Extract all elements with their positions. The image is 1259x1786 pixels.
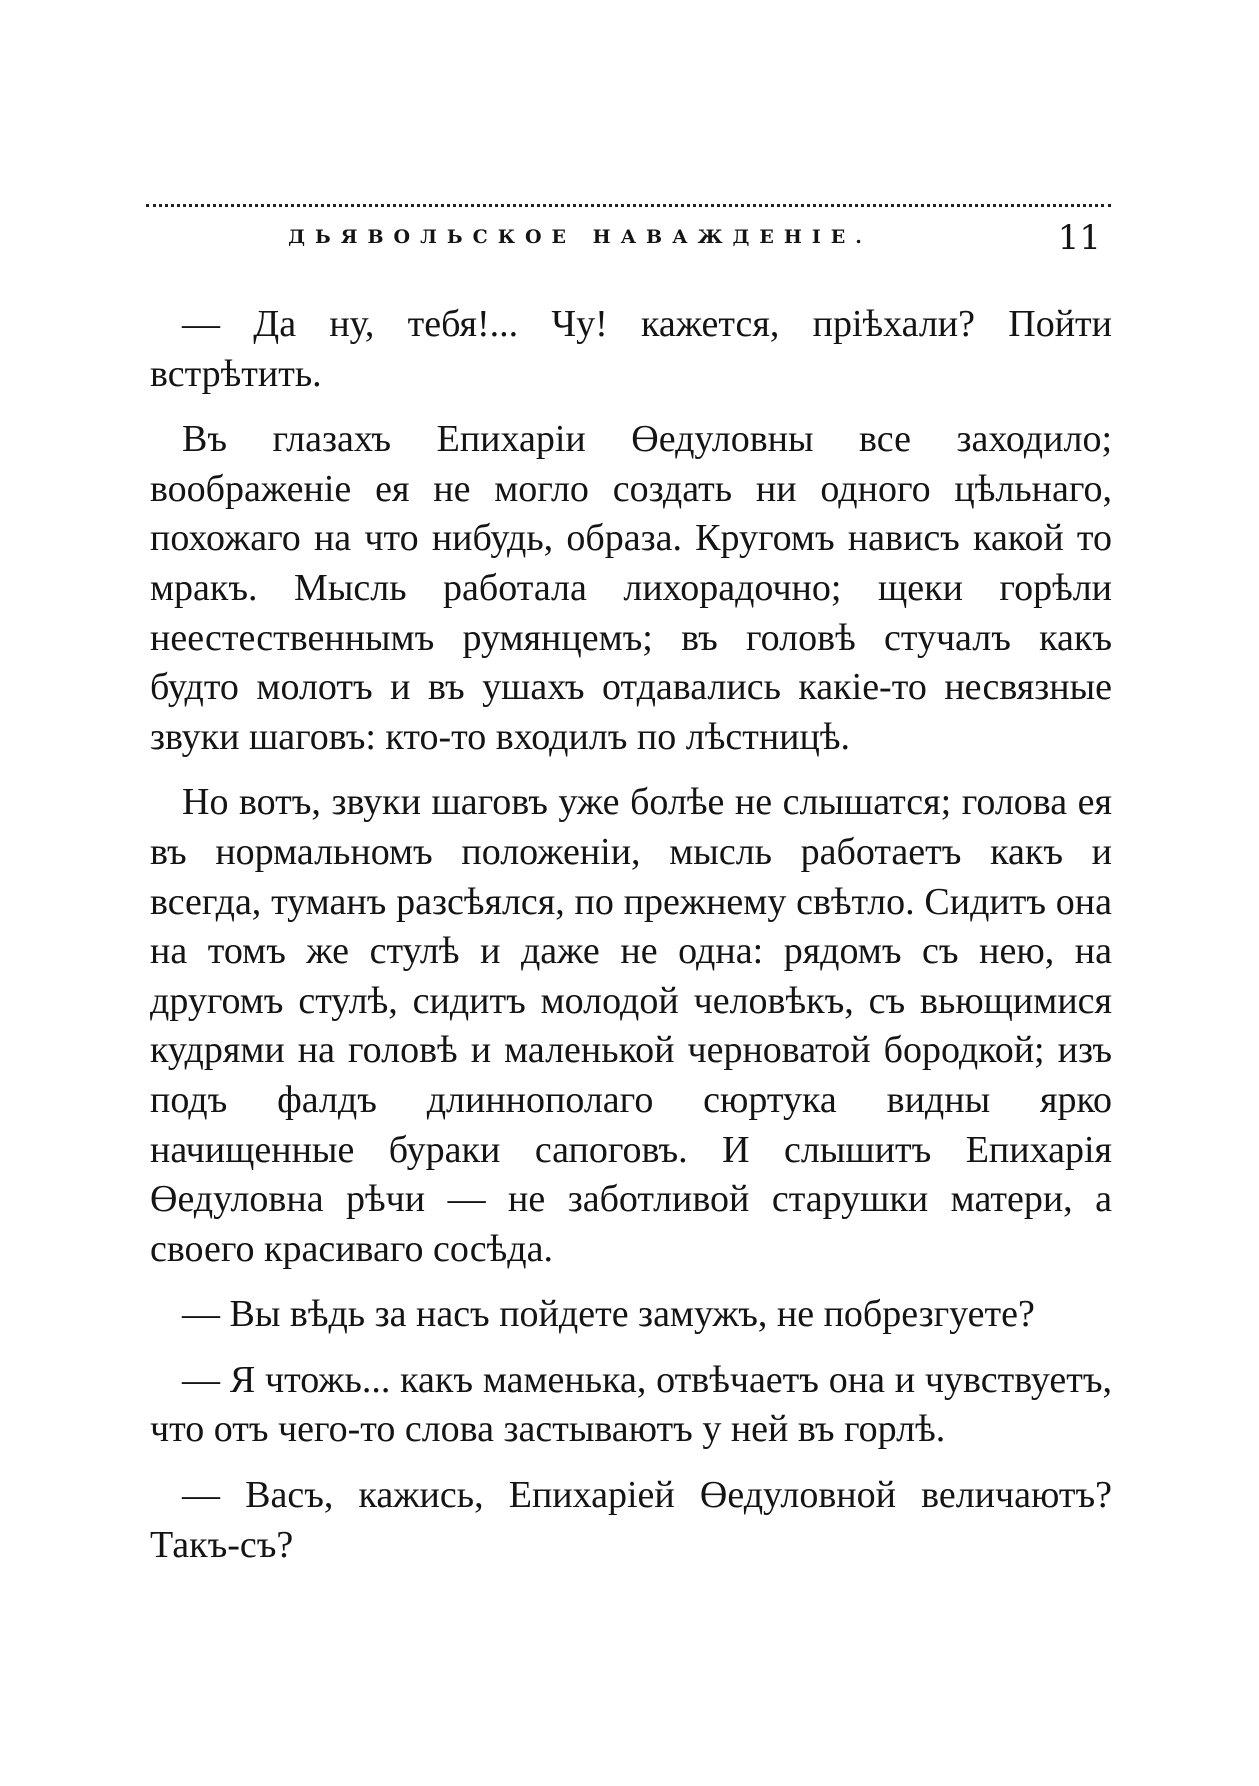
paragraph: — Я чтожь... какъ маменька, отвѣчаетъ она и чувствуетъ, что отъ чего-то слова застываютъ у ней въ горлѣ. — [150, 1358, 1112, 1451]
running-title: ДЬЯВОЛЬСКОЕ НАВАЖДЕНІЕ. — [288, 226, 872, 248]
paragraph: Въ глазахъ Епихаріи Өедуловны все заходило; воображеніе ея не могло создать ни одного цѣльнаго, похожаго на что нибудь, образа. Кругомъ нависъ какой то мракъ. Мысль работала лихорадочно; щеки горѣли неестественнымъ румянцемъ; въ головѣ стучалъ какъ будто молотъ и въ ушахъ отдавались какіе-то несвязные звуки шаговъ: кто-то входилъ по лѣстницѣ. — [150, 418, 1112, 758]
paragraph: — Васъ, кажись, Епихаріей Өедуловной величаютъ? Такъ-съ? — [150, 1474, 1112, 1566]
page-number: 11 — [1057, 218, 1101, 258]
paragraph: Но вотъ, звуки шаговъ уже болѣе не слышатся; голова ея въ нормальномъ положеніи, мысль работаетъ какъ и всегда, туманъ разсѣялся, по прежнему свѣтло. Сидитъ она на томъ же стулѣ и даже не одна: рядомъ съ нею, на другомъ стулѣ, сидитъ молодой человѣкъ, съ вьющимися кудрями на головѣ и маленькой черноватой бородкой; изъ подъ фалдъ длиннополаго сюртука видны ярко начищенные бураки сапоговъ. И слышитъ Епихарія Өедуловна рѣчи — не заботливой старушки матери, а своего красиваго сосѣда. — [150, 781, 1112, 1270]
header-rule — [146, 204, 1111, 207]
page-header — [146, 218, 1111, 258]
paragraph: — Вы вѣдь за насъ пойдете замужъ, не побрезгуете? — [182, 1293, 1035, 1336]
body-text — [150, 300, 1112, 1586]
paragraph: — Да ну, тебя!... Чу! кажется, пріѣхали? Пойти встрѣтить. — [150, 303, 1112, 395]
